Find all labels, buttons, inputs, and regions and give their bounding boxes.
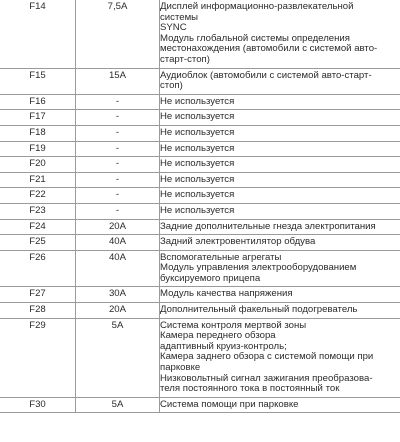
fuse-number-cell: F21 (0, 172, 76, 188)
table-row (0, 68, 400, 94)
fuse-rating-cell: - (76, 188, 160, 204)
fuse-number-cell: F25 (0, 235, 76, 251)
description-line: Камера заднего обзора с системой помощи при (160, 351, 374, 363)
table-row (0, 157, 400, 173)
fuse-description-cell (160, 141, 400, 157)
description-line: SYNC (160, 22, 187, 34)
description-line: Система контроля мертвой зоны (160, 319, 307, 331)
description-line: местонахождения (автомобили с системой авто- (160, 43, 378, 55)
fuse-number-cell: F18 (0, 125, 76, 141)
table-row (0, 397, 400, 413)
description-line: Не используется (160, 204, 235, 216)
table-row (0, 94, 400, 110)
description-line: Модуль качества напряжения (160, 288, 293, 300)
fuse-description-cell (160, 68, 400, 94)
table-row (0, 318, 400, 397)
description-line: Не используется (160, 173, 235, 185)
fuse-description-cell (160, 287, 400, 303)
fuse-number-cell: F17 (0, 110, 76, 126)
table-row (0, 125, 400, 141)
description-line: системы (160, 11, 199, 23)
description-line: Модуль глобальной системы определения (160, 32, 350, 44)
fuse-number-cell: F23 (0, 203, 76, 219)
table-row (0, 235, 400, 251)
fuse-number-cell: F24 (0, 219, 76, 235)
table-row (0, 172, 400, 188)
fuse-rating-cell: 20A (76, 219, 160, 235)
fuse-rating-cell: - (76, 141, 160, 157)
fuse-rating-cell: - (76, 172, 160, 188)
description-line: Не используется (160, 95, 235, 107)
fuse-rating-cell: - (76, 125, 160, 141)
table-row (0, 110, 400, 126)
fuse-rating-cell: 5A (76, 318, 160, 397)
fuse-description-cell (160, 125, 400, 141)
description-line: Дисплей информационно-развлекательной (160, 1, 354, 12)
table-row (0, 219, 400, 235)
fuse-number-cell: F30 (0, 397, 76, 413)
table-row (0, 0, 400, 68)
fuse-description-cell (160, 250, 400, 287)
description-line: Низковольтный сигнал зажигания преобразова- (160, 372, 373, 384)
table-row (0, 303, 400, 319)
fuse-rating-cell: - (76, 110, 160, 126)
fuse-number-cell: F20 (0, 157, 76, 173)
description-line: Задние дополнительные гнезда электропитания (160, 220, 376, 232)
description-line: Не используется (160, 142, 235, 154)
description-line: Не используется (160, 189, 235, 201)
fuse-description-cell (160, 318, 400, 397)
table-row (0, 188, 400, 204)
fuse-number-cell: F16 (0, 94, 76, 110)
description-line: старт-стоп) (160, 53, 210, 65)
fuse-description-cell (160, 219, 400, 235)
description-line: Дополнительный факельный подогреватель (160, 304, 358, 316)
description-line: Не используется (160, 111, 235, 123)
fuse-description-cell (160, 397, 400, 413)
description-line: теля постоянного тока в постоянный ток (160, 383, 340, 395)
fuse-description-cell (160, 157, 400, 173)
fuse-description-cell (160, 303, 400, 319)
fuse-rating-cell: 5A (76, 397, 160, 413)
fuse-number-cell: F26 (0, 250, 76, 287)
description-line: Задний электровентилятор обдува (160, 236, 316, 248)
fuse-description-cell (160, 188, 400, 204)
fuse-rating-cell: 40A (76, 250, 160, 287)
fuse-rating-cell: - (76, 157, 160, 173)
fuse-number-cell: F27 (0, 287, 76, 303)
fuse-description-cell (160, 203, 400, 219)
table-row (0, 287, 400, 303)
description-line: Система помощи при парковке (160, 398, 299, 410)
description-line: буксируемого прицепа (160, 272, 261, 284)
description-line: парковке (160, 362, 201, 374)
table-row (0, 141, 400, 157)
description-line: Не используется (160, 158, 235, 170)
fuse-number-cell: F14 (0, 0, 76, 68)
fuse-description-cell (160, 110, 400, 126)
fuse-rating-cell: - (76, 203, 160, 219)
fuse-number-cell: F19 (0, 141, 76, 157)
description-line: Модуль управления электрооборудованием (160, 262, 357, 274)
fuse-number-cell: F15 (0, 68, 76, 94)
fuse-description-cell (160, 172, 400, 188)
fuse-description-cell (160, 94, 400, 110)
description-line: стоп) (160, 80, 183, 92)
fuse-number-cell: F28 (0, 303, 76, 319)
fuse-rating-cell: 20A (76, 303, 160, 319)
fuse-rating-cell: 40A (76, 235, 160, 251)
description-line: адаптивный круиз-контроль; (160, 340, 287, 352)
fuse-rating-cell: 15A (76, 68, 160, 94)
fuse-number-cell: F22 (0, 188, 76, 204)
table-row (0, 203, 400, 219)
fuse-description-cell (160, 235, 400, 251)
table-row (0, 250, 400, 287)
fuse-rating-cell: 30A (76, 287, 160, 303)
fuse-number-cell: F29 (0, 318, 76, 397)
fuse-rating-cell: 7,5A (76, 0, 160, 68)
description-line: Вспомогательные агрегаты (160, 251, 282, 263)
description-line: Аудиоблок (автомобили с системой авто-старт- (160, 69, 372, 81)
description-line: Не используется (160, 126, 235, 138)
fuse-rating-cell: - (76, 94, 160, 110)
fuse-description-cell (160, 0, 400, 68)
description-line: Камера переднего обзора (160, 330, 276, 342)
